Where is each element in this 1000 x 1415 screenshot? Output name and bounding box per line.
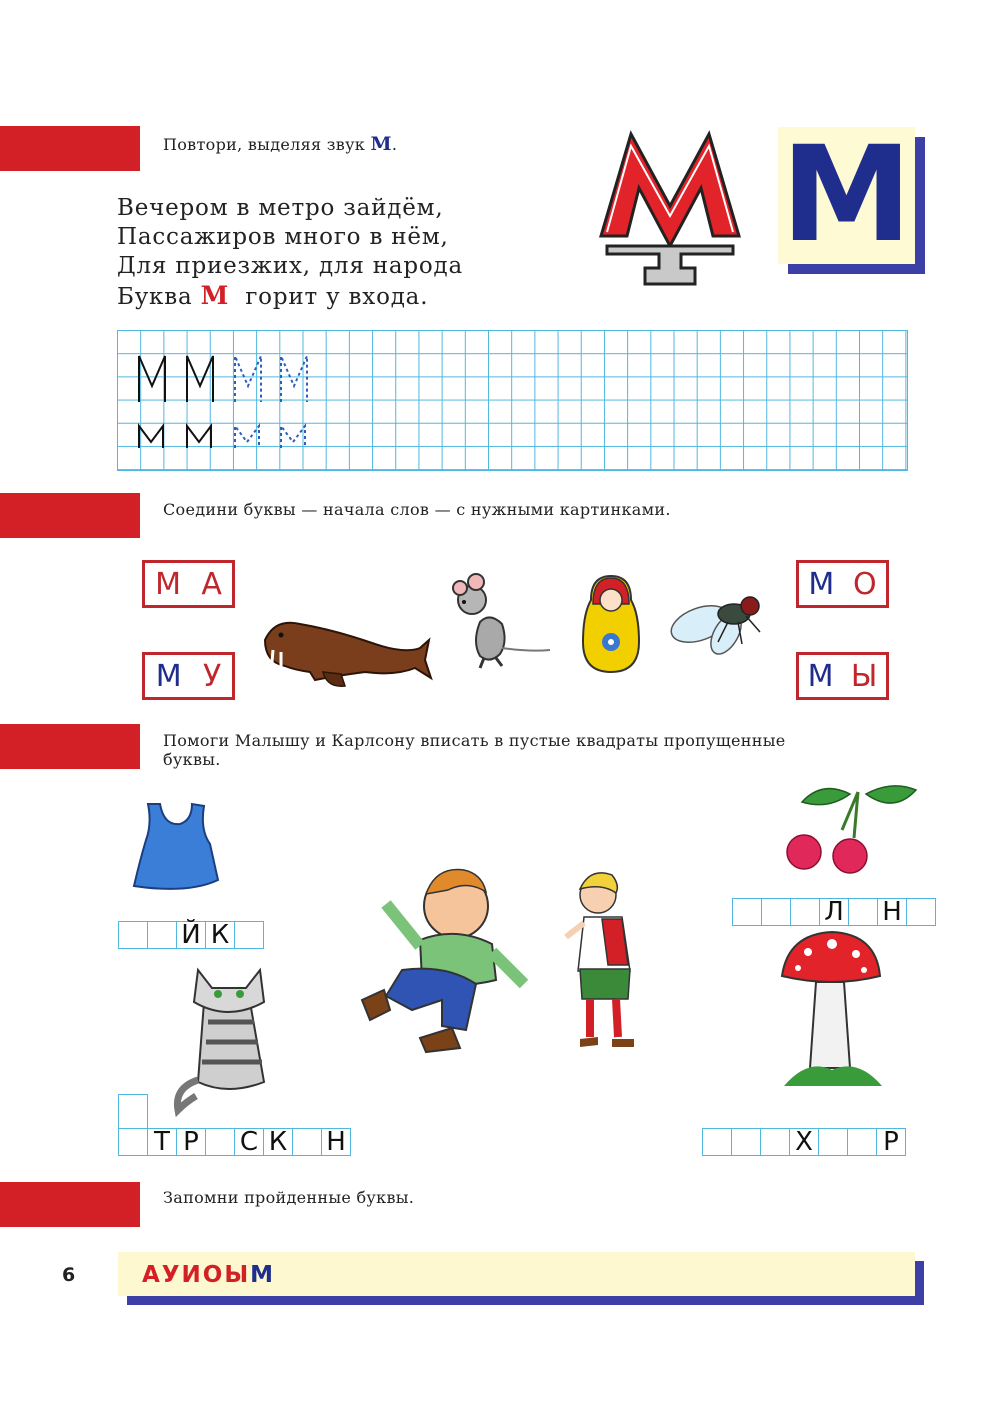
mushroom-icon[interactable]: [778, 930, 884, 1090]
letter-cell[interactable]: Т: [147, 1128, 177, 1156]
highlight-letter: М: [370, 133, 392, 155]
learned-letters: АУИОЫ: [142, 1262, 251, 1288]
letter-cell[interactable]: Х: [789, 1128, 819, 1156]
section-bar-1: [0, 126, 140, 171]
poem-line-4: Буква М горит у входа.: [117, 281, 429, 310]
metro-logo-icon: [597, 128, 743, 288]
letter-cell[interactable]: [848, 898, 878, 926]
letter-cell[interactable]: Р: [176, 1128, 206, 1156]
word-cells-shirt: [119, 921, 264, 949]
instruction-4: Запомни пройденные буквы.: [163, 1188, 415, 1207]
letter-cell[interactable]: Л: [819, 898, 849, 926]
section-bar-2: [0, 493, 140, 538]
letter-cell[interactable]: [760, 1128, 790, 1156]
vertical-cell[interactable]: [118, 1094, 148, 1129]
letter-cell[interactable]: [702, 1128, 732, 1156]
big-letter-card: М: [778, 127, 915, 264]
poem: [117, 194, 463, 312]
poem-red-letter: М: [200, 281, 230, 310]
letter-cell[interactable]: [790, 898, 820, 926]
letter-cell[interactable]: Н: [321, 1128, 351, 1156]
letter-cell[interactable]: [234, 921, 264, 949]
learned-letters-banner: [118, 1252, 915, 1296]
letter-cell[interactable]: [732, 898, 762, 926]
letter-cell[interactable]: К: [263, 1128, 293, 1156]
cat-icon[interactable]: [168, 962, 293, 1117]
letter-cell[interactable]: [761, 898, 791, 926]
letter-cell[interactable]: [147, 921, 177, 949]
section-bar-3: [0, 724, 140, 769]
letter-cell[interactable]: С: [234, 1128, 264, 1156]
walrus-icon[interactable]: [255, 610, 433, 690]
word-cells-raspberry: [733, 898, 936, 926]
letter-cell[interactable]: [847, 1128, 877, 1156]
letter-cell[interactable]: [906, 898, 936, 926]
letter-cell[interactable]: Р: [876, 1128, 906, 1156]
poem-line-2: Пассажиров много в нём,: [117, 224, 449, 250]
letter-cell[interactable]: К: [205, 921, 235, 949]
raspberry-icon[interactable]: [782, 780, 920, 875]
poem-line-1: Вечером в метро зайдём,: [117, 195, 444, 221]
letter-cell[interactable]: [731, 1128, 761, 1156]
letter-cell[interactable]: [818, 1128, 848, 1156]
instruction-1: Повтори, выделяя звук М.: [163, 133, 398, 155]
letter-cell[interactable]: Й: [176, 921, 206, 949]
word-cells-cat: [119, 1128, 351, 1156]
carlson-icon: [356, 860, 536, 1055]
section-bar-4: [0, 1182, 140, 1227]
letter-samples: [117, 330, 317, 470]
instruction-3: Помоги Малышу и Карлсону вписать в пустые квадраты пропущенные буквы.: [163, 731, 786, 769]
syllable-box-ma[interactable]: М А: [142, 560, 235, 608]
syllable-box-mu[interactable]: М У: [142, 652, 235, 700]
letter-cell[interactable]: Н: [877, 898, 907, 926]
mouse-icon[interactable]: [450, 572, 555, 672]
boy-icon: [550, 865, 660, 1055]
letter-cell[interactable]: [205, 1128, 235, 1156]
letter-cell[interactable]: [118, 921, 148, 949]
poem-line-3: Для приезжих, для народа: [117, 253, 464, 279]
fly-icon[interactable]: [668, 572, 778, 662]
tank-top-icon[interactable]: [128, 800, 223, 895]
new-letter: М: [250, 1262, 276, 1288]
matryoshka-icon[interactable]: [581, 574, 641, 674]
letter-cell[interactable]: [292, 1128, 322, 1156]
instruction-2: Соедини буквы — начала слов — с нужными картинками.: [163, 500, 671, 519]
syllable-box-my[interactable]: М Ы: [796, 652, 889, 700]
syllable-box-mo[interactable]: М О: [796, 560, 889, 608]
page-number: 6: [62, 1264, 76, 1286]
letter-cell[interactable]: [118, 1128, 148, 1156]
word-cells-mushroom: [703, 1128, 906, 1156]
